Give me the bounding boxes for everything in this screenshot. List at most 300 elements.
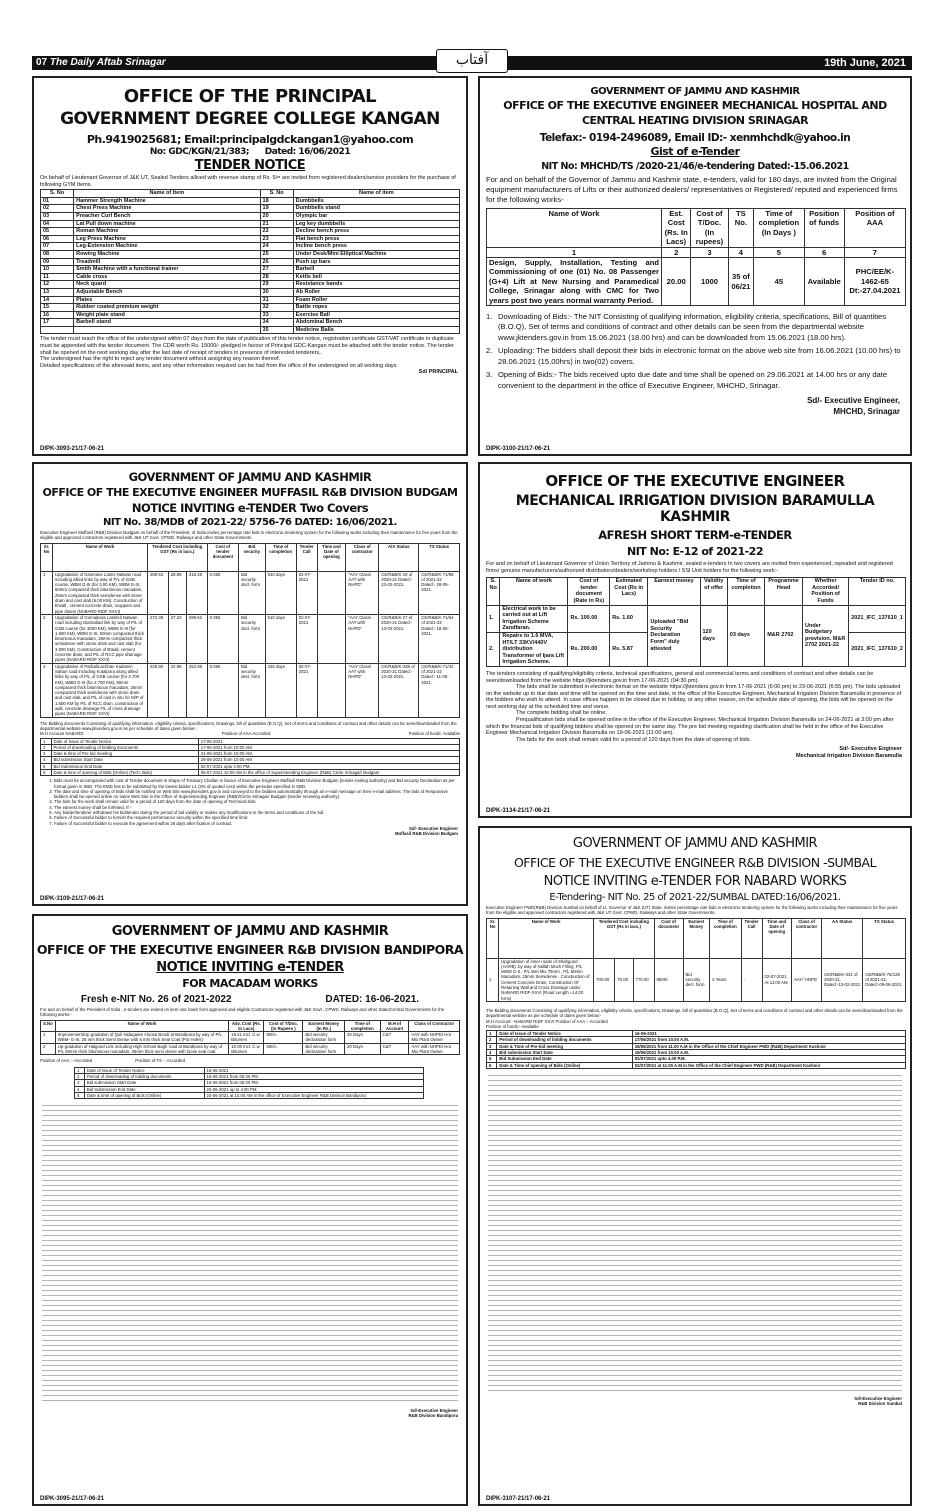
table-row [41,663,460,717]
documents-text: The Bidding documents Consisting of qualifying information, eligibility criteria, specifications, Drawings, bill of quantities (B.O.Q), Set of terms and conditions of contract and other details can be seen/downloaded from the departmental website www.jktenders.gov.in as per schedule of dates given below:- [40,720,457,731]
table-cell: 6 [487,1062,497,1068]
table-cell: 23 [260,235,293,243]
table-cell: Leg-Extension Machine [74,243,260,251]
table-cell: 600/= [264,1043,303,1055]
table-header: Whether Accorded/ Position of Funds [802,578,848,605]
para-3: 3. Opening of Bids:- The bids received upto due date and time shall be opened on 29.06.2021 at 14.00 hrs or any date convenient to the department in the office of Executive Engineer, MHCHD, Srinagar. [486,370,888,390]
works-table [40,1020,460,1056]
intro-text: For and on behalf of Lieutenant Governor of Union Territory of Jammu & Kashmir, sealed e-tenders In two covers are invited from experienced, repeated and registered firms/ genuine manufacturers/authorized distributors/dealers/workshop holders / SSI Unit holders for the following work:- [486,561,893,574]
table-cell: Rs. 100.00 [568,605,610,632]
notice-subheading: NOTICE INVITING e-TENDER FOR NABARD WORKS [543,874,847,889]
table-cell: 1 [75,1067,85,1073]
table-cell: Kettle bell [293,273,459,281]
notice-heading: OFFICE OF THE EXECUTIVE ENGINEER [545,472,845,490]
table-cell: 27.23 [168,614,186,663]
note-item: 1. Bids must be accompanied with cost of Tender document in shape of Treasury Challan in favour of Executive Engineer Muffasil R&B Division Budgam (tender inviting authority) and Bid security Declaration as per format given in SBD. The EMD has to be submitted by the lowest bidder L1 (3% of quoted cost) within the periodas specified in SBD. [54,778,460,789]
baramulla-tender-notice [478,462,912,818]
table-cell: Period of downloading of bidding documents [51,744,198,750]
table-cell: CE/R&B/K-71/42 of 2021-22 Dated:- 11-05-2021. [419,663,460,717]
table-cell: Bid Submission End Date [51,763,198,769]
table-row [41,212,460,220]
table-cell: CE/R&B/K-75/128 of 2021-22, Dated:-09-06-2021. [863,958,906,1001]
table-cell: Design, Supply, Installation, Testing and Commissioning of one (01) No. 08 Passenger (G+4) Lift at New Nursing and Paramedical College, Srinagar along with CMC for Two years post two years normal warranty Period. [487,258,662,306]
table-cell: Electrical work to be carried out at Lift Irrigation Scheme Zandfaran. [500,605,568,632]
table-cell: Decline bench press [293,228,459,236]
table-header: Time of completion [727,578,764,605]
table-cell: Under Desk/Mini Elliptical Machine [293,250,459,258]
table-header: S. No [260,190,293,198]
table-cell: Under Budgetary provision. M&R 2702 2021-22 [802,605,848,666]
funds-line: Position of funds:- Available [486,1023,539,1029]
signature: Sd/-Executive Engineer R&B Division Sumbal [854,1395,902,1407]
table-cell: Exercise Ball [293,311,459,319]
notice-heading: OFFICE OF THE PRINCIPAL [123,86,377,107]
table-cell: Neck quard [74,281,260,289]
table-cell: 5 [487,1056,497,1062]
table-cell: 20 Days [345,1043,381,1055]
table-cell: Improvement/Up gradation of Quil Nidagaam Aloosa Bondi at Bandipora by way of P/L WBM- G-III, 25 mm thick Semi Dense with 6 mm thick Seal Coat (Pot Holes) [55,1032,228,1044]
table-row [41,326,460,334]
notice-subheading: CENTRAL HEATING DIVISION SRINAGAR [581,114,809,127]
table-cell: Battle ropes [293,304,459,312]
table-cell: "AAY Class/ AAT with NHPD" [346,663,379,717]
table-cell: 25 [260,250,293,258]
table-cell: 1. [487,605,500,632]
page-date: 19th June, 2021 [824,57,906,69]
column-number: 6 [804,247,844,257]
works-table [486,577,906,667]
table-header: M.H of Account [380,1020,409,1032]
table-cell: 2 [41,614,53,663]
table-cell: - [741,958,762,1001]
table-row [41,319,460,327]
aaa-line: Position of AAA :- Accorded Position of FS :- Accorded [40,1058,185,1064]
table-cell: 2. [487,632,500,666]
body-text-2: The undersigned has the right to reject any tender document without assigning any reason thereof. [40,356,281,363]
table-row [41,243,460,251]
table-row [41,205,460,213]
table-cell: Bid Submission End Date [84,1086,204,1092]
table-cell: Up-gradation of Halgood Link including High School Bagh road at Bandipora by way of P/L 50mm thick bituminous macadam, 25mm thick semi dense with loose seal coat [55,1043,228,1055]
table-cell: Date & Time of Pre-bid meeting [497,1043,632,1049]
table-header: Name of Work [487,209,662,248]
table-header: S. No [41,190,74,198]
table-cell: 1 [41,738,52,744]
table-cell: Bid submission Start Date [51,757,198,763]
table-cell: 1 [41,1032,56,1044]
table-cell: Weight plate stand [74,311,260,319]
table-cell [317,614,346,663]
table-cell [41,326,74,334]
table-cell: 3 [75,1080,85,1086]
table-cell: Bid submission Start Date [497,1050,632,1056]
para-2: The bids shall be submitted in electronic format on the website https://jktenders.gov.in from 17-06-2021 (6:00 pm) to 23-06-2021 (6:55 pm). The bids uploaded on the website up to due date and time will be opened on the time and date, in the office of the Executive Engineer, Mechanical Irrigation Division Baramulla in presence of the bidders who wish to attend. In case offices happen to be closed due to holiday, or any other reason, on the schedule date of opening, the bids will be opened on the next working day at the scheduled time and venue. [486,684,902,710]
table-cell: 17-06-2021 from 10:00 AM. [198,744,459,750]
table-cell: 24-06-2021 at 10.00 AM in the office of Executive Engineer R&B Division Bandipora [204,1092,423,1098]
table-cell: 02/07/2021 upto 4.00 P.M. [632,1056,905,1062]
table-cell: 04 [41,220,74,228]
table-cell: 2021_IFC_137610_1 [849,605,906,632]
table-cell: M&R 2702 [765,605,803,666]
intro-text: Executive Engineer PWD(R&B) Division Sumbal on behalf of Lt. Governor of J&K (UT) State, invites percentage rate bids in electronic tendering system for the following works including their maintenance for five years from the eligible and approved contractors registered with J&K UT Govt. CPWD, Railways and other State Governments. [486,905,898,916]
notice-heading: OFFICE OF THE EXECUTIVE ENGINEER MECHANICAL HOSPITAL AND [503,99,887,112]
table-cell: 16-06-2021 [204,1067,423,1073]
table-header: Estimated Cost (Rs in Lacs) [610,578,648,605]
table-cell: 2 [41,744,52,750]
table-cell: 10.00 Incl. C.w Bitumen [229,1043,264,1055]
table-cell: Leg key dumbbells [293,220,459,228]
table-cell: 02-07-2021 [296,663,317,717]
table-cell: 45 [754,258,804,306]
table-cell: Olympic bar [293,212,459,220]
tender-notice-title: TENDER NOTICE [194,158,306,173]
table-cell: Bid security decl. form [239,614,266,663]
table-cell: Period of downloading of bidding documents [497,1037,632,1043]
table-header: Cost of T/Doc. (In Rupees ) [264,1020,303,1032]
table-cell: 34 [260,319,293,327]
contact-line: Ph.9419025681; Email:principalgdckangan1@yahoo.com [86,133,414,146]
table-cell: 18.41 Incl. C.w Bitumen [229,1032,264,1044]
table-cell: 4 [487,1050,497,1056]
table-cell: 20 [260,212,293,220]
table-cell: Foam Roller [293,296,459,304]
table-cell: 2 [75,1073,85,1079]
table-cell: 2 [487,1037,497,1043]
table-cell: 0.055 [207,663,238,717]
table-cell: Upgradation of Parbal/Lachhan Kadamin Sahari road including Kotalpora along allied links by way of P/L of GSB course (for 2.700 KM), WBM G-III (for 2.700 KM), 50mm compacted thick bituminous macadam, 25mm compacted thick semidense with stone drain and cast slab, and P/L of cast in situ for M/P of 1.600 KM by P/L of RCC drain ,construction of wall, concrete drainage F/L of cross drainage pipes (NABARD RIDF XXVI) [53,663,148,717]
table-cell: 6 [41,769,52,775]
table-header: Name of Work [55,1020,228,1032]
notice-heading: OFFICE OF THE EXECUTIVE ENGINEER R&B DIVISION BANDIPORA [36,942,464,957]
table-cell: 2021_IFC_137610_2 [849,632,906,666]
nit-number: NIT No. 38/MDB of 2021-22/ 5756-76 DATED: 16/06/2021. [103,517,397,528]
table-row [41,288,460,296]
sumbal-tender-notice [478,826,912,1506]
table-cell: 12 [41,281,74,289]
signature: Sd/ PRINCIPAL [418,369,458,376]
date-row [487,1062,906,1068]
table-cell: Uploaded "Bid Security Declaration Form" duly attested [648,605,700,666]
table-cell: Smith Machine with a functional trainer [74,266,260,274]
dates-table [486,1030,906,1069]
table-cell: Period of downloading of bidding documents [84,1073,204,1079]
table-cell: 11 [41,273,74,281]
table-cell: Roman Machine [74,228,260,236]
table-cell: C&T [380,1032,409,1044]
table-cell: 5 [75,1092,85,1098]
table-cell: Bid security decl. form [683,958,710,1001]
para-1: 1. Downloading of Bids:- The NIT Consisting of qualifying information, eligibility criteria, specifications, Bill of quantities (B.O.Q), Set of terms and conditions of contract and other details can be seen from the departmental website www.jktenders.gov.in from 15.06.2021 (18.00 hrs) and can be downloaded from 15.06.2021 (18.00 hrs). [486,312,887,342]
table-row [41,266,460,274]
table-cell: 120 days [700,605,727,666]
table-cell: Date of Issue of Tender Notice [84,1067,204,1073]
table-header: Time of completion (In Days ) [754,209,804,248]
table-cell: 5 [41,763,52,769]
table-cell: 22.98 [168,663,186,717]
table-cell: 3 [487,1043,497,1049]
table-row [41,614,460,663]
notice-subheading: NOTICE INVITING e-TENDER Two Covers [131,501,369,515]
dates-table [74,1067,424,1099]
table-cell: 8500/- [654,958,683,1001]
works-table: Sr. No Name of Work Tendered Cost including GST (Rs in lacs.) Cost of document Earnest Money Time of completion Tender Call Time and Date of opening Class of contractor AA Status TS Status 1 Upgradation of inner roads of Shahgund (AARB) ,by way of Nallah Muck Filling, P/L WBM G-II , P/L Wet Mix 75mm , P/L 50mm Macadam, 25mm Semidense , Construction of Cement Concrete Drain, Construction Of Retaining Wall and Cross Drainage under NABARD RIDF-XXVI (Road Length =14.00 Kms) 700.00 70.00 770.00 8500/- Bid security decl. form 2 Years - 02-07-2021 At 11:00 AM AAY/ HNPD CE/R&B/K-331 of 2020-21. Dated:-13-02-2021 CE/R&B/K-75/128 of 2021-22, Dated:-09-06-2021. [486,918,906,1002]
table-cell: Rs. 1.60 [610,605,648,632]
table-cell: 02-07-2021 [296,571,317,614]
table-cell: 27 [260,266,293,274]
table-cell: 06 [41,235,74,243]
table-header: Est. Cost (Rs. In Lacs) [662,209,691,248]
column-number: 5 [754,247,804,257]
table-header: Earnest Money (In Rs.) [303,1020,345,1032]
table-cell: 3 [41,663,53,717]
table-cell: Date & time of Pre bid meeting [51,751,198,757]
table-row [41,304,460,312]
notice-heading: OFFICE OF THE EXECUTIVE ENGINEER MUFFASIL R&B DIVISION BUDGAM [42,486,458,499]
table-header: Class of Contractor [409,1020,460,1032]
intro-text: For and on behalf of the President of India , e-tenders are invited on item rate basis from approved and eligible Contractors registered with J&K Govt , CPWD, Railways and other State/Central Governments for the following works:- [40,1007,445,1018]
dipk-ref: DIPK-3093-21/17-06-21 [40,446,105,452]
table-cell: 22 [260,228,293,236]
account-line: M.H Account:- NABARD RIDF XXVI Position of AAA :- Accorded [486,1018,608,1024]
table-row [41,220,460,228]
body-text-3: Detailed specifications of the aforesaid items, and any other information required can be had from the office of the undersigned on all working days. [40,362,398,369]
table-row [41,235,460,243]
table-cell: 229.80 [148,663,169,717]
table-cell: 32 [260,304,293,312]
table-cell: Plates [74,296,260,304]
column-number: 7 [844,247,905,257]
table-cell: Incline bench press [293,243,459,251]
table-cell: 26 [260,258,293,266]
table-cell: 28-06-2021 from 10:00 AM [198,757,459,763]
table-cell: Push up bars [293,258,459,266]
table-cell: 35 of 06/21 [728,258,753,306]
items-table [40,189,460,334]
note-item: 2. The date and time of opening of Bids shall be notified on Web Site www.jktenders.gov.in and conveyed to the bidders automatically through an e-mail message on their e-mail address. The bids of Responsive bidders shall be opened online on same Web Site in the Office of Superintending Engineer (R&B)/Circle Srinagar/ Budgam (tender receiving authority). [54,789,460,800]
table-cell: 28.95 [168,571,186,614]
signature: Sd/- Executive Engineer Mechanical Irrigation Division Baramulla [795,746,902,760]
table-cell: 02-07-2021 At 11:00 AM [762,958,791,1001]
table-cell: 289.53 [148,571,169,614]
table-cell: PHC/EE/K-1462-65 Dt:-27.04.2021 [844,258,905,306]
table-cell: AAY with NHPD/ Hot Mix Plant Owner [409,1032,460,1044]
table-header: S. No [487,578,500,605]
table-cell: 435 days [265,663,296,717]
tender-type: AFRESH SHORT TERM-e-TENDER [598,528,792,542]
dipk-ref: DIPK-3100-21/17-06-21 [486,446,551,452]
gov-heading: GOVERNMENT OF JAMMU AND KASHMIR [572,836,818,851]
date-row [75,1092,424,1098]
table-cell: 0.055 [207,571,238,614]
table-cell: 18/06/2021 from 11.00 A.M in the Office of the Chief Engineer PWD (R&B) Department Kashmir [632,1043,905,1049]
table-cell: Rubber coated premium weight [74,304,260,312]
table-cell: "AAY Class/ AAT with NHPD" [346,571,379,614]
account-line: M.H Account NABARD Position of AAA Accorded Position of funds: Available [40,731,460,737]
gov-heading: GOVERNMENT OF JAMMU AND KASHMIR [111,924,389,939]
table-cell: Dumbbells [293,197,459,205]
table-row [41,197,460,205]
table-cell: 02/07/2021 at 11.00 A.M in the Office of the Chief Engineer PWD (R&B) Department Kashmir [632,1062,905,1068]
table-cell: CE/R&B/K-338 of 2020-21 Dated:- 13-02-2021. [379,663,419,717]
table-cell: 14 [41,296,74,304]
table-header: Programme Head [765,578,803,605]
dates-table [40,738,460,777]
table-cell: 1000 [691,258,728,306]
table-cell: Upgradation of inner roads of Shahgund (AARB) ,by way of Nallah Muck Filling, P/L WBM G-II , P/L Wet Mix 75mm , P/L 50mm Macadam, 25mm Semidense , Construction of Cement Concrete Drain, Construction Of Retaining Wall and Cross Drainage under NABARD RIDF-XXVI (Road Length =14.00 Kms) [499,958,594,1001]
table-cell: Preacher Curl Bench [74,212,260,220]
table-header: Cost of tender document (Rate in Rs) [568,578,610,605]
gov-heading: GOVERNMENT OF JAMMU AND KASHMIR [128,470,372,484]
nit-number: NIT No: E-12 of 2021-22 [626,545,763,558]
table-cell: 20.00 [662,258,691,306]
table-cell: AAY/ HNPD [791,958,821,1001]
table-row [41,296,460,304]
nit-number: E-Tendering- NIT No. 25 of 2021-22/SUMBAL DATED:16/06/2021. [549,892,841,903]
table-cell: Ab Roller [293,288,459,296]
table-cell: Bid Submission End Date [497,1056,632,1062]
table-cell: Date of Issue of Tender Notice [51,738,198,744]
table-cell: 33 [260,311,293,319]
table-cell: Chest Press Machine [74,205,260,213]
table-cell: 10 [41,266,74,274]
table-cell: 16-06-2021 from 06.00 PM. [204,1073,423,1079]
conditions-text-block [42,1105,458,1405]
table-cell: Date & time of opening of Bids (Online) (Tech. Bids) [51,769,198,775]
table-row [41,311,460,319]
gov-heading: GOVERNMENT OF JAMMU AND KASHMIR [590,86,800,97]
table-cell: Medicine Balls [293,326,459,334]
table-cell: AAY with NHPD/ Hot Mix Plant Owner [409,1043,460,1055]
intro-text: Executive Engineer Muffasil (R&B) Division Budgam on behalf of the President, of India invites percentage rate bids in electronic tendering system for the following works including their maintenance for five years from the eligible and approved contractors registered with J&K UT Govt. CPWD, Railways and other State Governments. [40,530,458,541]
table-cell: 16-06-2021 from 06.00 PM. [204,1080,423,1086]
table-header: Cost of T/Doc. (In rupees) [691,209,728,248]
table-cell: CE/R&B/K-71/88 of 2021-22 Dated:- 28-05-2021. [419,571,460,614]
table-header: S.No [41,1020,56,1032]
signature: Sd/-Executive Engineer R&B Division Bandipora [408,1408,458,1419]
table-cell: 1 [487,1031,497,1037]
table-cell: 30 [260,288,293,296]
note-item: 7. Failure of Successful bidder to execute the agreement within 28 days after fixation of contract. [54,821,460,826]
table-cell: 2 [41,1043,56,1055]
table-cell: 28 [260,273,293,281]
intro-text: For and on behalf of the Governor of Jammu and Kashmir state, e-tenders, valid for 180 days, are invited from the Original equipment manufacturers of Lifts or their authorized dealers/ representatives or Registered/ reputed and experienced firms for the following works- [486,175,898,204]
table-cell: 1 [41,571,53,614]
works-table: Sr. No Name of Work Tendered Cost including GST (Rs in lacs.) Cost of tender document Bid security Time of completion Tender Call Time and Date of opening Class of contractor A/A Status TS Status 1 Upgradation of Kanmane Latins Natwan road including allied links by way of P/L of GSB course, WBM G-III (for 3.00 KM), WBM G-III , 50mm compacted thick bituminous macadam, 25mm compacted thick semidense with stone drain and cast slab (6.00 KM). Construction of B'wall , cement concrete drain, scuppers and pipe drains (NABARD RIDF XXVI) 289.53 28.95 318.48 0.055 Bid security decl. form 540 days 02-07-2021 "AAY Class/ AAT with NHPD" CE/R&B/K-19 of 2020-21 Dated:- 23-02-2021. CE/R&B/K-71/88 of 2021-22 Dated:- 28-05-2021. 2 Upgradation of Gomalpora Latinteli Natwan road including Islamabad link by way of P/L of GSB course (for 3000 KM), WBM G-III (for 1.500 KM), WBM G-III, 50mm compacted thick bituminous macadam, 25mm compacted thick semidense with stone drain and cast slab (for 3.000 KM). Construction of B'wall, cement concrete drain, and P/L of RCC pipe drainage pipes (NABARD RIDF XXVI) 272.39 27.23 299.62 0.055 Bid security decl. form 510 days 02-07-2021 "AAY Class/ AAT with NHPD" CE/R&B/K-27 of 2020-21 Dated:- 13-02-2021. CE/R&B/K-71/54 of 2021-22 Dated:- 18-05-2021. 3 Upgradation of Parbal/Lachhan Kadamin Sahari road including Kotalpora along allied links by way of P/L of GSB course (for 2.700 KM), WBM G-III (for 2.700 KM), 50mm compacted thick bituminous macadam, 25mm compacted thick semidense with stone drain and cast slab, and P/L of cast in situ for M/P of 1.600 KM by P/L of RCC drain ,construction of wall, concrete drainage F/L of cross drainage pipes (NABARD RIDF XXVI) 229.80 22.98 252.98 0.055 Bid security decl. form 435 days 02-07-2021 "AAY Class/ AAT with NHPD" CE/R&B/K-338 of 2020-21 Dated:- 13-02-2021. CE/R&B/K-71/42 of 2021-22 Dated:- 11-05-2021. [40,543,460,718]
table-header: Earnest money [648,578,700,605]
table-cell: 17 [41,319,74,327]
table-cell: 318.48 [186,571,207,614]
table-cell: 35 [260,326,293,334]
table-cell: Dumbbells stand [293,205,459,213]
table-cell: 05-07-2021 10:00 AM in the office of Superintending Engineer (R&B) Circle Srinagar/ Budgam [198,769,459,775]
table-cell: 770.00 [633,958,654,1001]
table-cell: 4 [41,757,52,763]
notice-subheading: MECHANICAL IRRIGATION DIVISION BARAMULLA KASHMIR [515,493,875,525]
table-cell: Upgradation of Gomalpora Latinteli Natwan road including Islamabad link by way of P/L of GSB course (for 3000 KM), WBM G-III (for 1.500 KM), WBM G-III, 50mm compacted thick bituminous macadam, 25mm compacted thick semidense with stone drain and cast slab (for 3.000 KM). Construction of B'wall, cement concrete drain, and P/L of RCC pipe drainage pipes (NABARD RIDF XXVI) [53,614,148,663]
table-cell: 17/06/2021 from 10.00 A.M. [632,1037,905,1043]
table-cell: Bid security decl. form [239,571,266,614]
table-header: Validity of offer [700,578,727,605]
dipk-ref: DIPK-3107-21/17-06-21 [486,1496,551,1502]
table-cell: Flat bench press [293,235,459,243]
table-cell: Date & time of opening of Bids (Online) [84,1092,204,1098]
notice-subheading: NOTICE INVITING e-TENDER [156,960,344,975]
table-cell: 19 [260,205,293,213]
table-cell: 16 [41,311,74,319]
column-number: 2 [662,247,691,257]
table-cell: CE/R&B/K-71/54 of 2021-22 Dated:- 18-05-2021. [419,614,460,663]
documents-text: The Bidding documents Consisting of qualifying information, eligibility criteria, specifications, Drawings, bill of quantities (B.O.Q), Set of terms and conditions of contract and other details can be seen/downloaded from the departmental website as per schedule of dates given below:- [486,1007,903,1019]
table-cell: Leg Press Machine [74,235,260,243]
table-cell: 252.98 [186,663,207,717]
table-cell: Abdominal Bench [293,319,459,327]
page-title: 07 The Daily Aftab Srinagar [36,57,166,68]
work-type: FOR MACADAM WORKS [182,977,318,990]
budgam-tender-notice [32,462,468,906]
table-row [41,281,460,289]
table-cell: 21 [260,220,293,228]
conditions-text-block [488,1075,902,1393]
table-cell: 09 [41,258,74,266]
table-cell: 07 [41,243,74,251]
table-cell: 2 Years [710,958,741,1001]
table-cell [317,571,346,614]
table-cell: Bid security declaration form [303,1043,345,1055]
table-row [41,571,460,614]
table-cell: 02-07-2021 [296,614,317,663]
table-cell: 70.00 [615,958,633,1001]
notes-list [40,778,460,826]
table-cell: Bid security decl. form [239,663,266,717]
table-cell: 299.62 [186,614,207,663]
column-number: 3 [691,247,728,257]
table-cell: Available [804,258,844,306]
table-row [41,250,460,258]
table-cell: Rowing Machine [74,250,260,258]
notice-number: No: GDC/KGN/21/383; Dated: 16/06/2021 [149,147,351,157]
table-cell: 23-06-2021 up to 4.00 PM. [204,1086,423,1092]
table-cell: 13 [41,288,74,296]
table-cell: Date of Issue of Tender Notice [497,1031,632,1037]
table-cell [317,663,346,717]
table-header: Position of AAA [844,209,905,248]
table-header: Position of funds [804,209,844,248]
notice-heading: OFFICE OF THE EXECUTIVE ENGINEER R&B DIVISION -SUMBAL [513,855,877,870]
column-number: 1 [487,247,662,257]
table-cell: "AAY Class/ AAT with NHPD" [346,614,379,663]
table-cell: 03 days [727,605,764,666]
table-header: Name of work [500,578,568,605]
table-cell: Bid security declaration form [303,1032,345,1044]
table-header: Adv. Cost (Rs. In Lacs) [229,1020,264,1032]
table-cell: Barbell stand [74,319,260,327]
signature: Sd/- Executive Engineer Muffasil R&B Division Budgam [394,825,458,837]
table-cell: 16-06-2021 [632,1031,905,1037]
table-header: Tender ID no. [849,578,906,605]
table-cell: Date & Time of opening of Bids (Online) [497,1062,632,1068]
dipk-ref: DIPK-3095-21/17-06-21 [40,1496,105,1502]
table-cell: 540 days [265,571,296,614]
table-row [41,258,460,266]
table-row [41,1032,460,1044]
table-cell: 0.055 [207,614,238,663]
column-number: 4 [728,247,753,257]
table-cell: 18 [260,197,293,205]
nit-number: NIT No: MHCHD/TS /2020-21/46/e-tendering Dated:-15.06.2021 [541,161,849,172]
table-cell: 17-06-2021 [198,738,459,744]
table-header: TS No. [728,209,753,248]
notice-subheading: GOVERNMENT DEGREE COLLEGE KANGAN [60,109,440,129]
